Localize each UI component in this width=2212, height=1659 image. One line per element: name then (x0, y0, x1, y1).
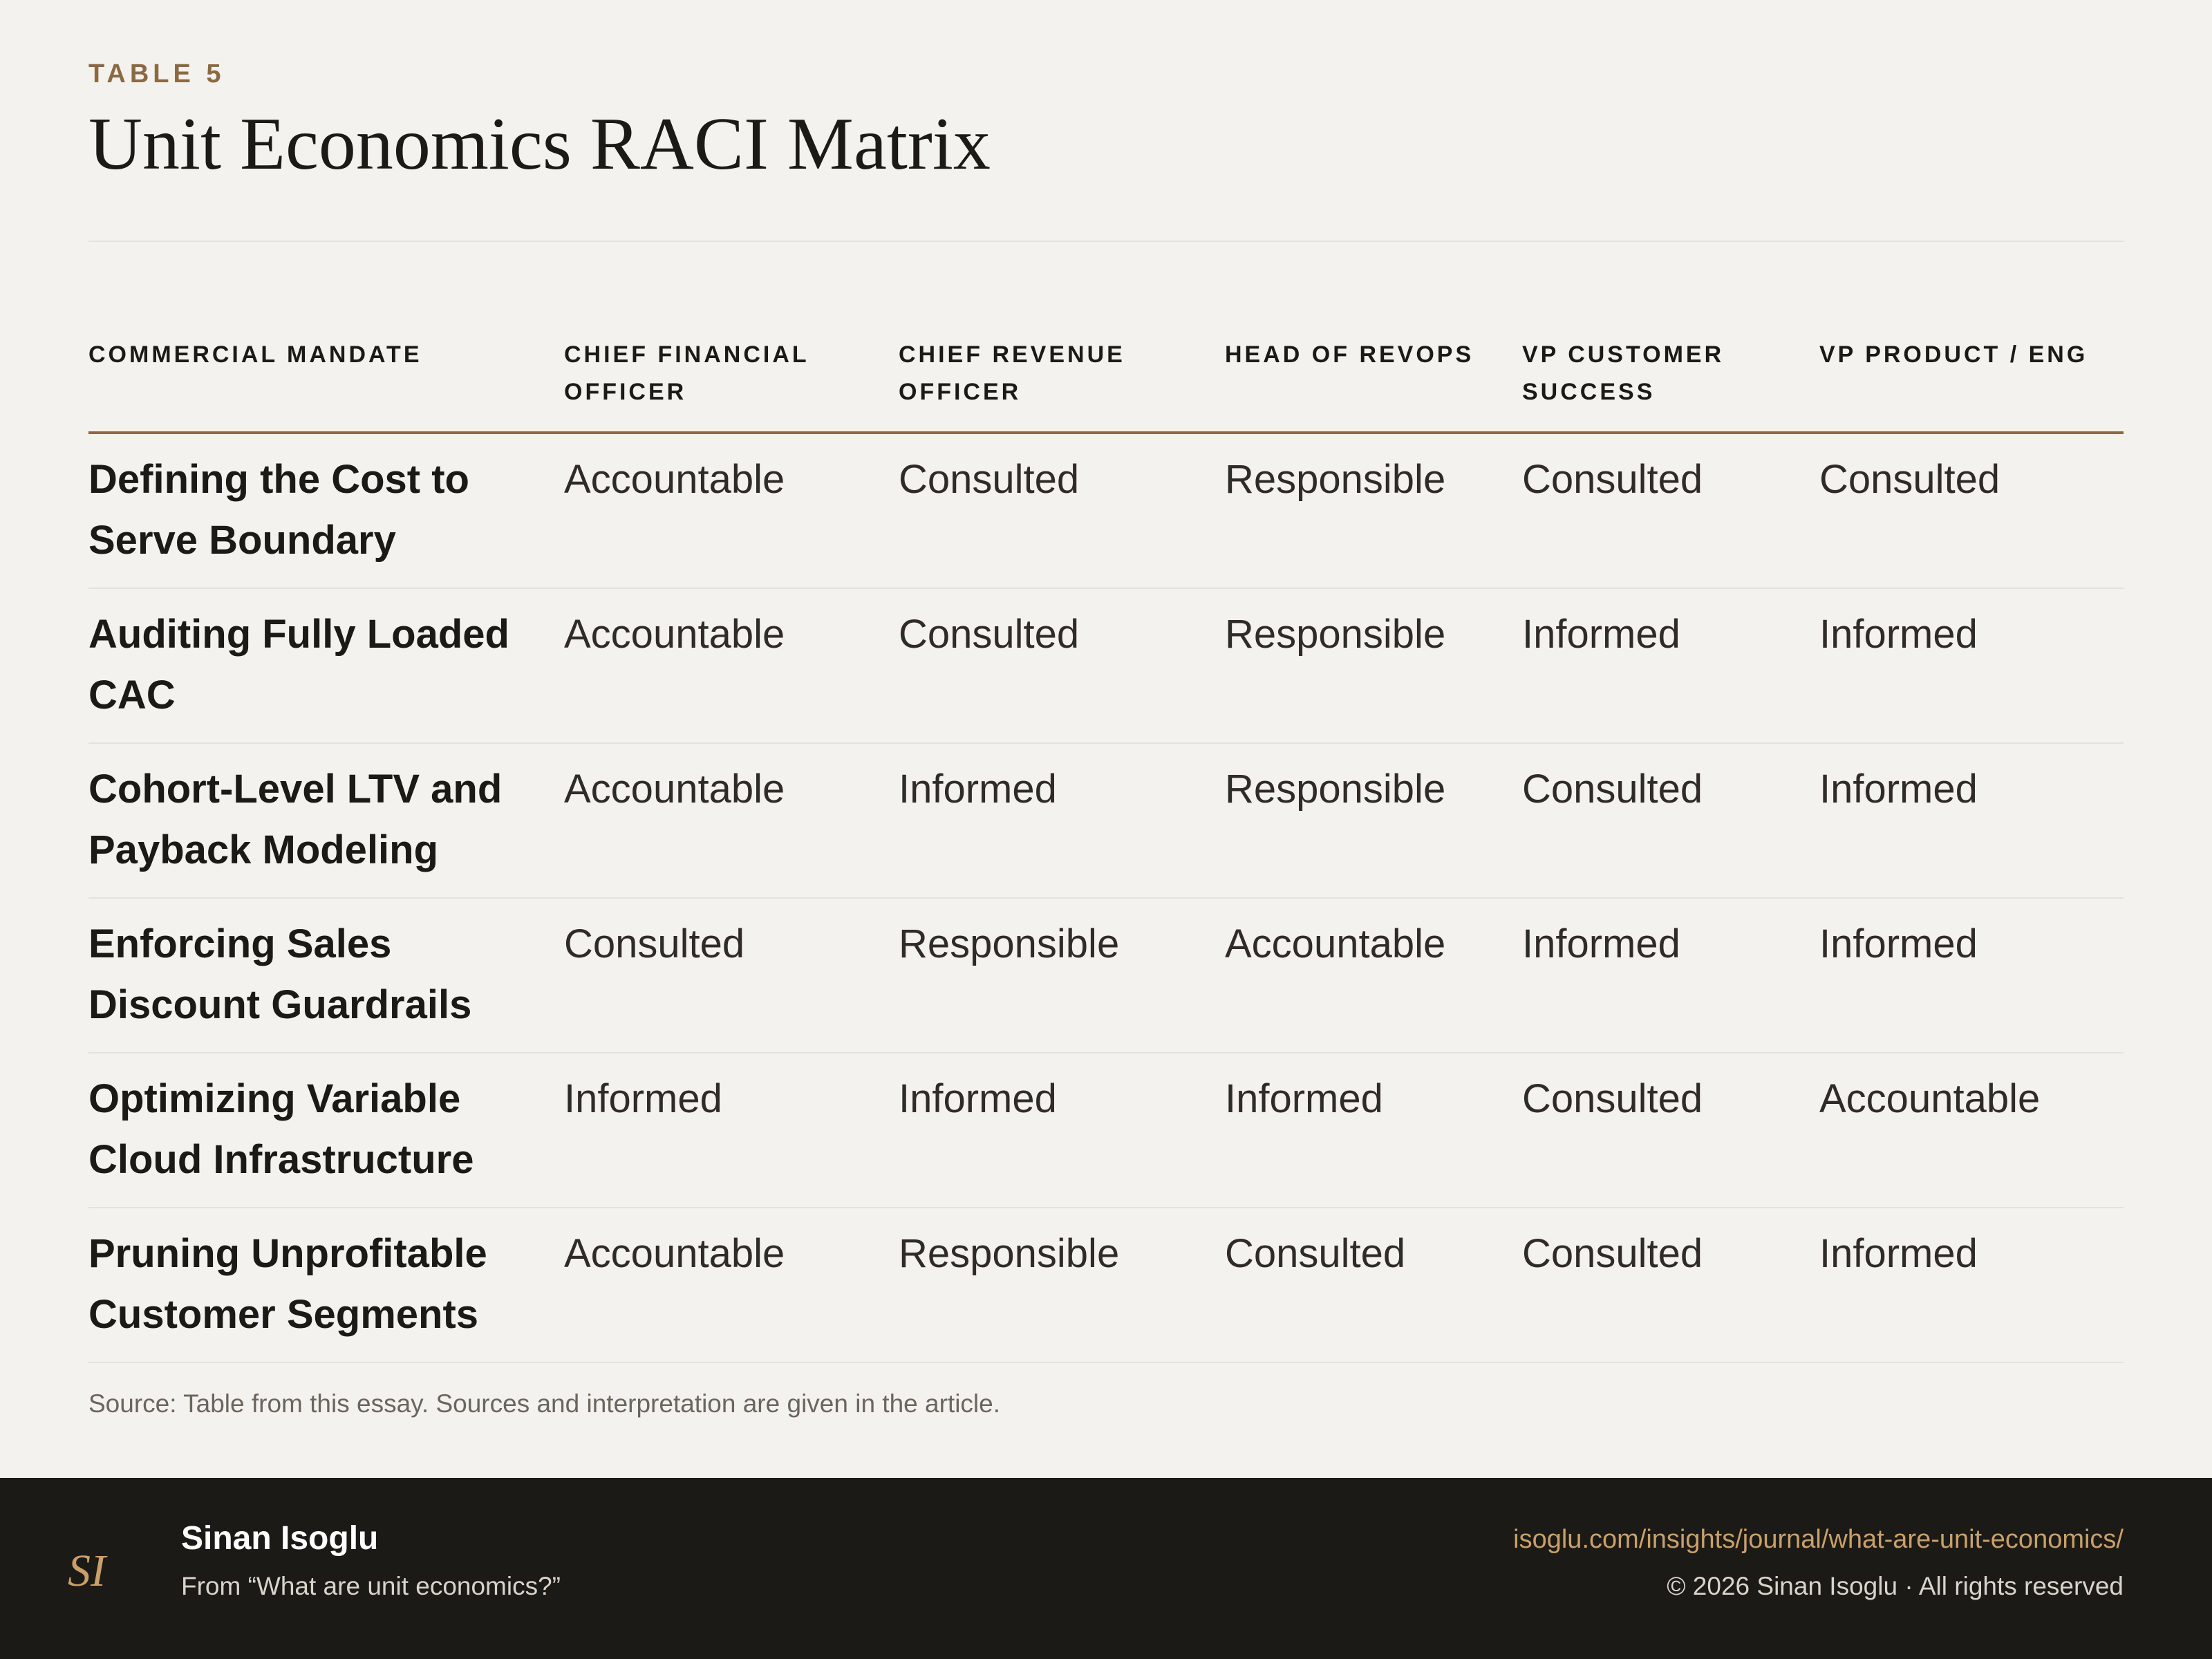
raci-cell: Responsible (899, 898, 1225, 1053)
raci-cell: Informed (1819, 1208, 2124, 1362)
monogram-logo-icon (64, 1537, 126, 1600)
column-header-mandate: COMMERCIAL MANDATE (88, 336, 564, 433)
mandate-cell: Auditing Fully Loaded CAC (88, 588, 564, 743)
column-header-product: VP PRODUCT / ENG (1819, 336, 2124, 433)
table-row (88, 433, 2124, 588)
raci-cell: Accountable (564, 588, 899, 743)
raci-cell: Consulted (1522, 1208, 1819, 1362)
raci-cell: Informed (899, 743, 1225, 898)
raci-cell: Consulted (899, 433, 1225, 588)
raci-table (88, 336, 2124, 1363)
table-row (88, 1053, 2124, 1208)
column-header-revops: HEAD OF REVOPS (1225, 336, 1522, 433)
raci-cell: Consulted (1522, 433, 1819, 588)
table-row (88, 1208, 2124, 1362)
title-divider (88, 241, 2124, 242)
mandate-cell: Optimizing Variable Cloud Infrastructure (88, 1053, 564, 1208)
raci-cell: Informed (1819, 588, 2124, 743)
raci-cell: Consulted (1522, 1053, 1819, 1208)
column-header-cs: VP CUSTOMER SUCCESS (1522, 336, 1819, 433)
source-note: Source: Table from this essay. Sources and interpretation are given in the article. (88, 1389, 1000, 1418)
copyright-notice: © 2026 Sinan Isoglu · All rights reserved (1667, 1572, 2124, 1600)
article-reference: From “What are unit economics?” (181, 1572, 561, 1600)
article-link[interactable]: isoglu.com/insights/journal/what-are-unit-economics/ (1513, 1525, 2124, 1554)
page-title: Unit Economics RACI Matrix (88, 103, 991, 185)
raci-cell: Accountable (1225, 898, 1522, 1053)
column-header-cro: CHIEF REVENUE OFFICER (899, 336, 1225, 433)
table-number-label: TABLE 5 (88, 59, 225, 88)
author-name: Sinan Isoglu (181, 1520, 379, 1557)
mandate-cell: Defining the Cost to Serve Boundary (88, 433, 564, 588)
raci-cell: Informed (899, 1053, 1225, 1208)
raci-cell: Accountable (1819, 1053, 2124, 1208)
raci-cell: Informed (1819, 743, 2124, 898)
raci-cell: Accountable (564, 433, 899, 588)
raci-cell: Accountable (564, 743, 899, 898)
raci-cell: Informed (1522, 898, 1819, 1053)
raci-cell: Informed (564, 1053, 899, 1208)
raci-cell: Responsible (1225, 433, 1522, 588)
raci-cell: Responsible (1225, 588, 1522, 743)
raci-cell: Responsible (899, 1208, 1225, 1362)
column-header-cfo: CHIEF FINANCIAL OFFICER (564, 336, 899, 433)
footer (0, 1478, 2212, 1659)
raci-cell: Consulted (1225, 1208, 1522, 1362)
raci-cell: Informed (1522, 588, 1819, 743)
raci-cell: Responsible (1225, 743, 1522, 898)
mandate-cell: Cohort-Level LTV and Payback Modeling (88, 743, 564, 898)
raci-cell: Consulted (899, 588, 1225, 743)
svg-text:SI: SI (68, 1546, 106, 1596)
table-row (88, 743, 2124, 898)
table-row (88, 588, 2124, 743)
raci-cell: Consulted (1819, 433, 2124, 588)
raci-cell: Accountable (564, 1208, 899, 1362)
raci-cell: Informed (1225, 1053, 1522, 1208)
mandate-cell: Pruning Unprofitable Customer Segments (88, 1208, 564, 1362)
table-header-row (88, 336, 2124, 433)
table-row (88, 898, 2124, 1053)
raci-cell: Consulted (564, 898, 899, 1053)
raci-cell: Consulted (1522, 743, 1819, 898)
raci-cell: Informed (1819, 898, 2124, 1053)
mandate-cell: Enforcing Sales Discount Guardrails (88, 898, 564, 1053)
